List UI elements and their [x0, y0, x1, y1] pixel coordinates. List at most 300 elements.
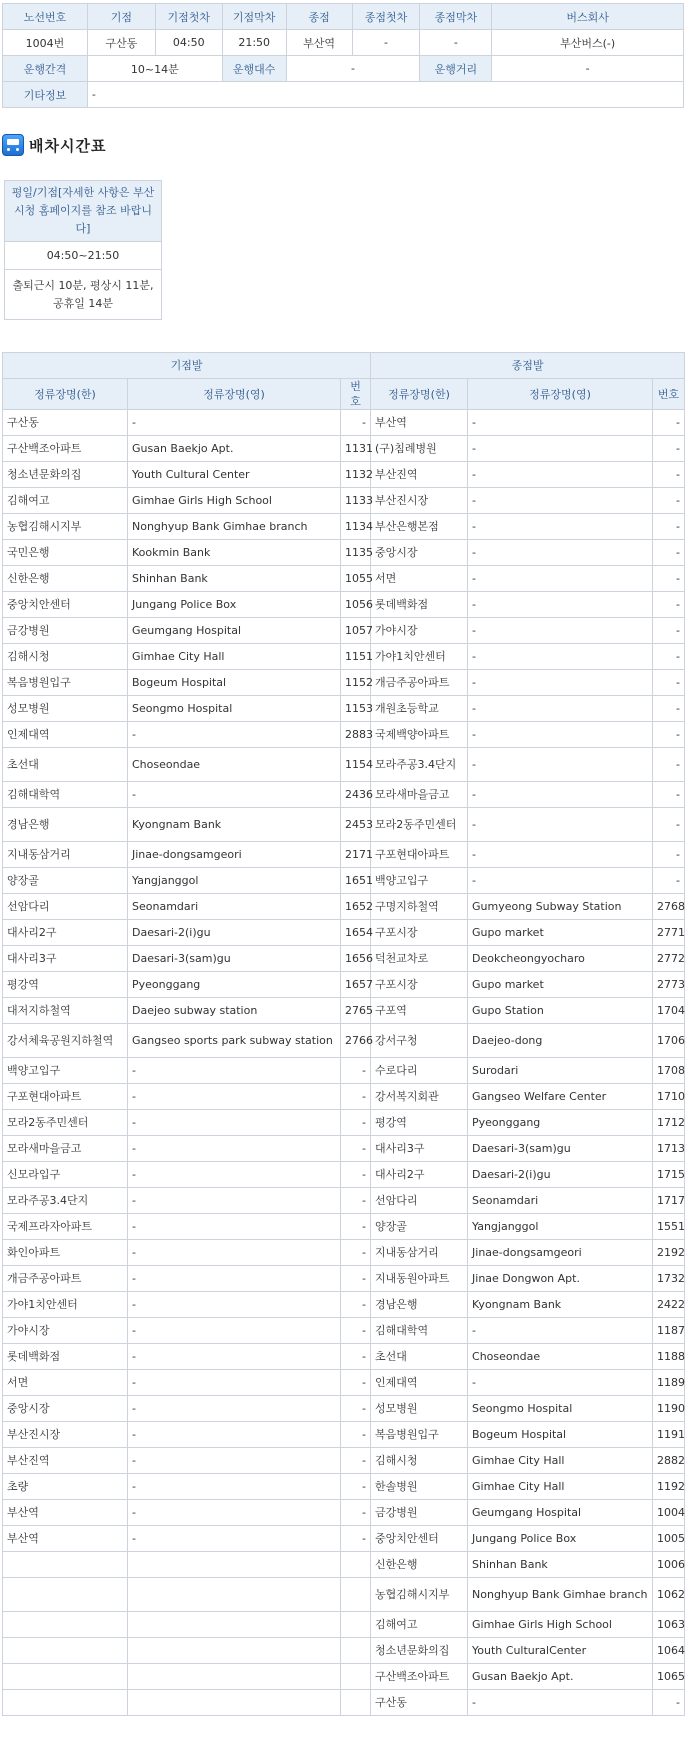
terminal-stop-en: Gupo market [468, 972, 653, 998]
origin-stop-no: 2765 [341, 998, 371, 1024]
terminal-stop-en: - [468, 566, 653, 592]
terminal-stop-kr: 가야시장 [371, 618, 468, 644]
origin-stop-no: - [341, 1474, 371, 1500]
terminal-stop-no: - [653, 842, 685, 868]
origin-stop-no: - [341, 1058, 371, 1084]
terminal-stop-kr: 구포시장 [371, 920, 468, 946]
origin-stop-no: 1133 [341, 488, 371, 514]
origin-stop-en: - [128, 1266, 341, 1292]
origin-stop-en [128, 1690, 341, 1716]
terminal-stop-kr: 가야1치안센터 [371, 644, 468, 670]
stop-row [3, 1370, 685, 1396]
stop-row [3, 1266, 685, 1292]
origin-stop-no: 1131 [341, 436, 371, 462]
origin-stop-en: Daesari-3(sam)gu [128, 946, 341, 972]
terminal-stop-no: 1551 [653, 1214, 685, 1240]
terminal-stop-no: - [653, 514, 685, 540]
stop-row [3, 722, 685, 748]
terminal-stop-kr: 구산백조아파트 [371, 1664, 468, 1690]
terminal-stop-no: 1708 [653, 1058, 685, 1084]
terminal-stop-en: Nonghyup Bank Gimhae branch [468, 1578, 653, 1612]
start-last-label: 기점막차 [222, 4, 286, 30]
origin-stop-kr: 부산진역 [3, 1448, 128, 1474]
terminal-stop-kr: 양장골 [371, 1214, 468, 1240]
origin-stop-no: - [341, 1526, 371, 1552]
terminal-stop-en: - [468, 410, 653, 436]
origin-stop-kr: 김해대학역 [3, 782, 128, 808]
origin-stop-no: - [341, 1344, 371, 1370]
fleet-value: - [286, 56, 420, 82]
origin-stop-kr: 국민은행 [3, 540, 128, 566]
terminal-stop-no: - [653, 436, 685, 462]
stop-row [3, 540, 685, 566]
schedule-time: 04:50~21:50 [5, 242, 162, 270]
stop-row [3, 894, 685, 920]
origin-stop-kr: 중앙치안센터 [3, 592, 128, 618]
start-value: 구산동 [87, 30, 155, 56]
stop-row [3, 1500, 685, 1526]
origin-stop-no: 2766 [341, 1024, 371, 1058]
origin-stop-en: Gusan Baekjo Apt. [128, 436, 341, 462]
terminal-stop-kr: 청소년문화의집 [371, 1638, 468, 1664]
origin-stop-no: - [341, 1214, 371, 1240]
origin-stop-no [341, 1552, 371, 1578]
stop-row [3, 1292, 685, 1318]
origin-stop-kr: 가야시장 [3, 1318, 128, 1344]
terminal-stop-no: - [653, 748, 685, 782]
origin-stop-en: - [128, 1370, 341, 1396]
terminal-stop-no: 1065 [653, 1664, 685, 1690]
origin-stop-en: Gangseo sports park subway station [128, 1024, 341, 1058]
stop-row [3, 1240, 685, 1266]
terminal-stop-kr: 부산진시장 [371, 488, 468, 514]
terminal-stop-kr: 인제대역 [371, 1370, 468, 1396]
terminal-stop-en: Deokcheongyocharo [468, 946, 653, 972]
terminal-stop-en: Gangseo Welfare Center [468, 1084, 653, 1110]
stop-row [3, 1474, 685, 1500]
terminal-stop-en: Daejeo-dong [468, 1024, 653, 1058]
origin-stop-en: - [128, 1084, 341, 1110]
terminal-stop-kr: 서면 [371, 566, 468, 592]
origin-stop-no: 2171 [341, 842, 371, 868]
origin-stop-en: Bogeum Hospital [128, 670, 341, 696]
terminal-stop-en: - [468, 1318, 653, 1344]
stops-table [2, 352, 685, 1716]
terminal-stop-no: - [653, 410, 685, 436]
origin-stop-kr: 중앙시장 [3, 1396, 128, 1422]
origin-stop-no: - [341, 1136, 371, 1162]
stop-row [3, 1162, 685, 1188]
terminal-stop-no: 1062 [653, 1578, 685, 1612]
terminal-stop-kr: 중앙치안센터 [371, 1526, 468, 1552]
terminal-stop-kr: 경남은행 [371, 1292, 468, 1318]
terminal-stop-en: Daesari-3(sam)gu [468, 1136, 653, 1162]
end-value: 부산역 [286, 30, 352, 56]
origin-stop-no: 2436 [341, 782, 371, 808]
terminal-stop-en: - [468, 808, 653, 842]
origin-stop-en: - [128, 1396, 341, 1422]
origin-stop-no: - [341, 1370, 371, 1396]
origin-stop-kr: 초선대 [3, 748, 128, 782]
end-first-value: - [352, 30, 420, 56]
origin-stop-kr: 양장골 [3, 868, 128, 894]
origin-stop-kr: 부산역 [3, 1500, 128, 1526]
origin-stop-en: - [128, 1318, 341, 1344]
terminal-stop-kr: 성모병원 [371, 1396, 468, 1422]
origin-stop-no: - [341, 1396, 371, 1422]
origin-stop-kr: 화인아파트 [3, 1240, 128, 1266]
terminal-stop-no: - [653, 670, 685, 696]
stop-row [3, 670, 685, 696]
origin-stop-no [341, 1638, 371, 1664]
terminal-stop-no: - [653, 618, 685, 644]
terminal-stop-kr: 초선대 [371, 1344, 468, 1370]
terminal-stop-kr: 평강역 [371, 1110, 468, 1136]
col-no-terminal: 번호 [653, 379, 685, 410]
terminal-stop-no: 2773 [653, 972, 685, 998]
origin-stop-en [128, 1552, 341, 1578]
terminal-stop-no: 1713 [653, 1136, 685, 1162]
terminal-stop-no: 2768 [653, 894, 685, 920]
col-kr-origin: 정류장명(한) [3, 379, 128, 410]
origin-stop-no: - [341, 1084, 371, 1110]
interval-label: 운행간격 [3, 56, 88, 82]
stop-row [3, 696, 685, 722]
origin-stop-no: - [341, 1500, 371, 1526]
origin-stop-no: - [341, 1292, 371, 1318]
terminal-stop-no: 1717 [653, 1188, 685, 1214]
stop-row [3, 1396, 685, 1422]
stop-row [3, 972, 685, 998]
origin-stop-no: - [341, 1240, 371, 1266]
stop-row [3, 1578, 685, 1612]
terminal-stop-kr: 국제백양아파트 [371, 722, 468, 748]
origin-stop-en: - [128, 1214, 341, 1240]
origin-stop-en: Daesari-2(i)gu [128, 920, 341, 946]
stop-row [3, 1448, 685, 1474]
end-last-value: - [420, 30, 492, 56]
origin-stop-kr: 모라주공3.4단지 [3, 1188, 128, 1214]
stop-row [3, 1024, 685, 1058]
terminal-stop-kr: 대사리2구 [371, 1162, 468, 1188]
origin-stop-en: - [128, 1500, 341, 1526]
stop-row [3, 618, 685, 644]
stop-row [3, 1318, 685, 1344]
origin-stop-no: 2883 [341, 722, 371, 748]
origin-stop-en: Pyeonggang [128, 972, 341, 998]
terminal-stop-en: - [468, 462, 653, 488]
origin-stop-no [341, 1612, 371, 1638]
origin-stop-en: - [128, 1526, 341, 1552]
terminal-stop-no: 2772 [653, 946, 685, 972]
origin-stop-no: 1154 [341, 748, 371, 782]
terminal-stop-no: 1712 [653, 1110, 685, 1136]
terminal-stop-no: - [653, 540, 685, 566]
bus-icon [2, 134, 24, 156]
terminal-stop-en: - [468, 868, 653, 894]
origin-stop-kr: 모라2동주민센터 [3, 1110, 128, 1136]
terminal-stop-en: Geumgang Hospital [468, 1500, 653, 1526]
terminal-stop-en: Jinae-dongsamgeori [468, 1240, 653, 1266]
origin-stop-en [128, 1664, 341, 1690]
origin-stop-no: - [341, 1110, 371, 1136]
terminal-stop-no: 1710 [653, 1084, 685, 1110]
origin-stop-kr: 농협김해시지부 [3, 514, 128, 540]
stop-row [3, 410, 685, 436]
terminal-stop-en: Jungang Police Box [468, 1526, 653, 1552]
stop-row [3, 644, 685, 670]
terminal-stop-kr: 수로다리 [371, 1058, 468, 1084]
terminal-stop-en: - [468, 1690, 653, 1716]
origin-stop-kr: 청소년문화의집 [3, 462, 128, 488]
terminal-stop-en: - [468, 782, 653, 808]
origin-stop-no [341, 1578, 371, 1612]
stop-row [3, 1690, 685, 1716]
terminal-stop-no: 1715 [653, 1162, 685, 1188]
stop-row [3, 1214, 685, 1240]
origin-stop-en: - [128, 1136, 341, 1162]
terminal-stop-kr: 한솔병원 [371, 1474, 468, 1500]
terminal-stop-en: - [468, 436, 653, 462]
col-no-origin: 번호 [341, 379, 371, 410]
origin-stop-en: Shinhan Bank [128, 566, 341, 592]
stop-row [3, 566, 685, 592]
terminal-stop-en: Pyeonggang [468, 1110, 653, 1136]
origin-stop-kr: 신모라입구 [3, 1162, 128, 1188]
route-no-value: 1004번 [3, 30, 88, 56]
origin-stop-en [128, 1612, 341, 1638]
origin-stop-no: 1152 [341, 670, 371, 696]
origin-stop-kr: 대사리3구 [3, 946, 128, 972]
origin-stop-kr: 지내동삼거리 [3, 842, 128, 868]
terminal-stop-en: Gimhae City Hall [468, 1474, 653, 1500]
end-last-label: 종점막차 [420, 4, 492, 30]
terminal-stop-no: 1190 [653, 1396, 685, 1422]
terminal-stop-kr: 개원초등학교 [371, 696, 468, 722]
terminal-stop-en: - [468, 540, 653, 566]
terminal-stop-kr: 덕천교차로 [371, 946, 468, 972]
terminal-stop-kr: 강서복지회관 [371, 1084, 468, 1110]
origin-stop-no: - [341, 1318, 371, 1344]
terminal-stop-no: - [653, 808, 685, 842]
terminal-stop-en: - [468, 618, 653, 644]
origin-stop-en: Jinae-dongsamgeori [128, 842, 341, 868]
stop-row [3, 998, 685, 1024]
terminal-stop-no: 2882 [653, 1448, 685, 1474]
origin-stop-no [341, 1690, 371, 1716]
start-first-value: 04:50 [155, 30, 222, 56]
origin-stop-kr: 개금주공아파트 [3, 1266, 128, 1292]
terminal-stop-en: Seonamdari [468, 1188, 653, 1214]
origin-stop-no: - [341, 410, 371, 436]
origin-stop-kr: 성모병원 [3, 696, 128, 722]
origin-stop-no: 1151 [341, 644, 371, 670]
stop-row [3, 1638, 685, 1664]
terminal-stop-no: 1191 [653, 1422, 685, 1448]
origin-stop-en [128, 1578, 341, 1612]
stop-row [3, 842, 685, 868]
origin-stop-kr: 국제프라자아파트 [3, 1214, 128, 1240]
stop-row [3, 946, 685, 972]
schedule-title-text: 배차시간표 [29, 136, 107, 155]
origin-stop-kr [3, 1690, 128, 1716]
terminal-stop-en: - [468, 1370, 653, 1396]
terminal-stop-no: 1064 [653, 1638, 685, 1664]
terminal-stop-en: Daesari-2(i)gu [468, 1162, 653, 1188]
terminal-stop-no: - [653, 868, 685, 894]
terminal-stop-kr: 모라2동주민센터 [371, 808, 468, 842]
terminal-stop-kr: 롯데백화점 [371, 592, 468, 618]
terminal-stop-kr: 모라새마을금고 [371, 782, 468, 808]
stop-row [3, 748, 685, 782]
origin-stop-kr: 복음병원입구 [3, 670, 128, 696]
terminal-stop-en: - [468, 644, 653, 670]
terminal-stop-kr: 구명지하철역 [371, 894, 468, 920]
terminal-stop-en: Gupo market [468, 920, 653, 946]
origin-stop-en: - [128, 782, 341, 808]
route-no-label: 노선번호 [3, 4, 88, 30]
origin-stop-kr: 롯데백화점 [3, 1344, 128, 1370]
origin-stop-kr: 김해시청 [3, 644, 128, 670]
origin-stop-kr: 서면 [3, 1370, 128, 1396]
origin-stop-kr [3, 1552, 128, 1578]
stop-row [3, 1136, 685, 1162]
stop-row [3, 1058, 685, 1084]
stop-row [3, 514, 685, 540]
origin-stop-en: - [128, 410, 341, 436]
origin-stop-en: Youth Cultural Center [128, 462, 341, 488]
origin-stop-en: - [128, 1474, 341, 1500]
terminal-stop-en: - [468, 696, 653, 722]
terminal-stop-en: - [468, 592, 653, 618]
terminal-stop-en: - [468, 842, 653, 868]
route-info-table [2, 3, 684, 108]
terminal-stop-kr: 부산진역 [371, 462, 468, 488]
terminal-stop-kr: 지내동삼거리 [371, 1240, 468, 1266]
terminal-stop-en: Gusan Baekjo Apt. [468, 1664, 653, 1690]
origin-stop-kr: 평강역 [3, 972, 128, 998]
origin-stop-en: Jungang Police Box [128, 592, 341, 618]
origin-stop-no: 1135 [341, 540, 371, 566]
terminal-stop-kr: (구)침례병원 [371, 436, 468, 462]
origin-stop-en: - [128, 1188, 341, 1214]
terminal-stop-no: - [653, 592, 685, 618]
schedule-header: 평일/기점[자세한 사항은 부산시청 홈페이지를 참조 바랍니다] [5, 181, 162, 242]
stop-row [3, 1552, 685, 1578]
terminal-stop-en: Gumyeong Subway Station [468, 894, 653, 920]
stop-row [3, 868, 685, 894]
terminal-stop-en: Surodari [468, 1058, 653, 1084]
terminal-stop-no: - [653, 696, 685, 722]
terminal-stop-kr: 대사리3구 [371, 1136, 468, 1162]
origin-stop-no: 1651 [341, 868, 371, 894]
origin-stop-no: 2453 [341, 808, 371, 842]
terminal-stop-kr: 구산동 [371, 1690, 468, 1716]
terminal-stop-no: 1187 [653, 1318, 685, 1344]
terminal-stop-kr: 김해여고 [371, 1612, 468, 1638]
stop-row [3, 488, 685, 514]
origin-stop-kr: 대사리2구 [3, 920, 128, 946]
terminal-stop-no: 1188 [653, 1344, 685, 1370]
origin-stop-kr: 대저지하철역 [3, 998, 128, 1024]
end-label: 종점 [286, 4, 352, 30]
origin-stop-no: - [341, 1422, 371, 1448]
terminal-stop-kr: 농협김해시지부 [371, 1578, 468, 1612]
company-label: 버스회사 [492, 4, 684, 30]
origin-stop-en: - [128, 1058, 341, 1084]
col-en-origin: 정류장명(영) [128, 379, 341, 410]
origin-stop-no: 1654 [341, 920, 371, 946]
terminal-stop-kr: 신한은행 [371, 1552, 468, 1578]
terminal-stop-no: 1006 [653, 1552, 685, 1578]
terminal-stop-kr: 김해시청 [371, 1448, 468, 1474]
origin-stop-en: - [128, 1162, 341, 1188]
origin-header: 기점발 [3, 353, 371, 379]
terminal-stop-kr: 중앙시장 [371, 540, 468, 566]
terminal-stop-en: Gimhae City Hall [468, 1448, 653, 1474]
terminal-stop-kr: 모라주공3.4단지 [371, 748, 468, 782]
stop-row [3, 808, 685, 842]
interval-value: 10~14분 [87, 56, 222, 82]
origin-stop-kr: 부산역 [3, 1526, 128, 1552]
origin-stop-kr: 선암다리 [3, 894, 128, 920]
origin-stop-en: Seonamdari [128, 894, 341, 920]
terminal-stop-kr: 금강병원 [371, 1500, 468, 1526]
terminal-stop-no: - [653, 566, 685, 592]
terminal-stop-kr: 백양고입구 [371, 868, 468, 894]
origin-stop-kr: 부산진시장 [3, 1422, 128, 1448]
origin-stop-no: 1057 [341, 618, 371, 644]
terminal-stop-no: 2771 [653, 920, 685, 946]
terminal-stop-no: - [653, 488, 685, 514]
origin-stop-en: Seongmo Hospital [128, 696, 341, 722]
stop-row [3, 1084, 685, 1110]
origin-stop-kr: 김해여고 [3, 488, 128, 514]
terminal-stop-en: Choseondae [468, 1344, 653, 1370]
origin-stop-no: 1134 [341, 514, 371, 540]
origin-stop-en: - [128, 1110, 341, 1136]
stop-row [3, 1344, 685, 1370]
terminal-stop-en: Youth CulturalCenter [468, 1638, 653, 1664]
origin-stop-no: 1656 [341, 946, 371, 972]
terminal-stop-no: 2422 [653, 1292, 685, 1318]
schedule-note: 출퇴근시 10분, 평상시 11분, 공휴일 14분 [5, 270, 162, 320]
origin-stop-kr [3, 1664, 128, 1690]
origin-stop-en: Kyongnam Bank [128, 808, 341, 842]
terminal-stop-kr: 부산은행본점 [371, 514, 468, 540]
company-value: 부산버스(-) [492, 30, 684, 56]
terminal-stop-en: Seongmo Hospital [468, 1396, 653, 1422]
origin-stop-en: - [128, 1448, 341, 1474]
terminal-stop-no: - [653, 644, 685, 670]
terminal-stop-no: 1704 [653, 998, 685, 1024]
terminal-stop-kr: 김해대학역 [371, 1318, 468, 1344]
origin-stop-en: - [128, 1292, 341, 1318]
schedule-table [4, 180, 162, 320]
terminal-stop-kr: 부산역 [371, 410, 468, 436]
origin-stop-en: Choseondae [128, 748, 341, 782]
terminal-stop-en: Gimhae Girls High School [468, 1612, 653, 1638]
origin-stop-no: - [341, 1162, 371, 1188]
terminal-stop-en: - [468, 514, 653, 540]
origin-stop-no: 1153 [341, 696, 371, 722]
origin-stop-no: 1132 [341, 462, 371, 488]
terminal-stop-no: 1732 [653, 1266, 685, 1292]
origin-stop-no: - [341, 1448, 371, 1474]
origin-stop-kr: 백양고입구 [3, 1058, 128, 1084]
stop-row [3, 1612, 685, 1638]
origin-stop-no: 1056 [341, 592, 371, 618]
